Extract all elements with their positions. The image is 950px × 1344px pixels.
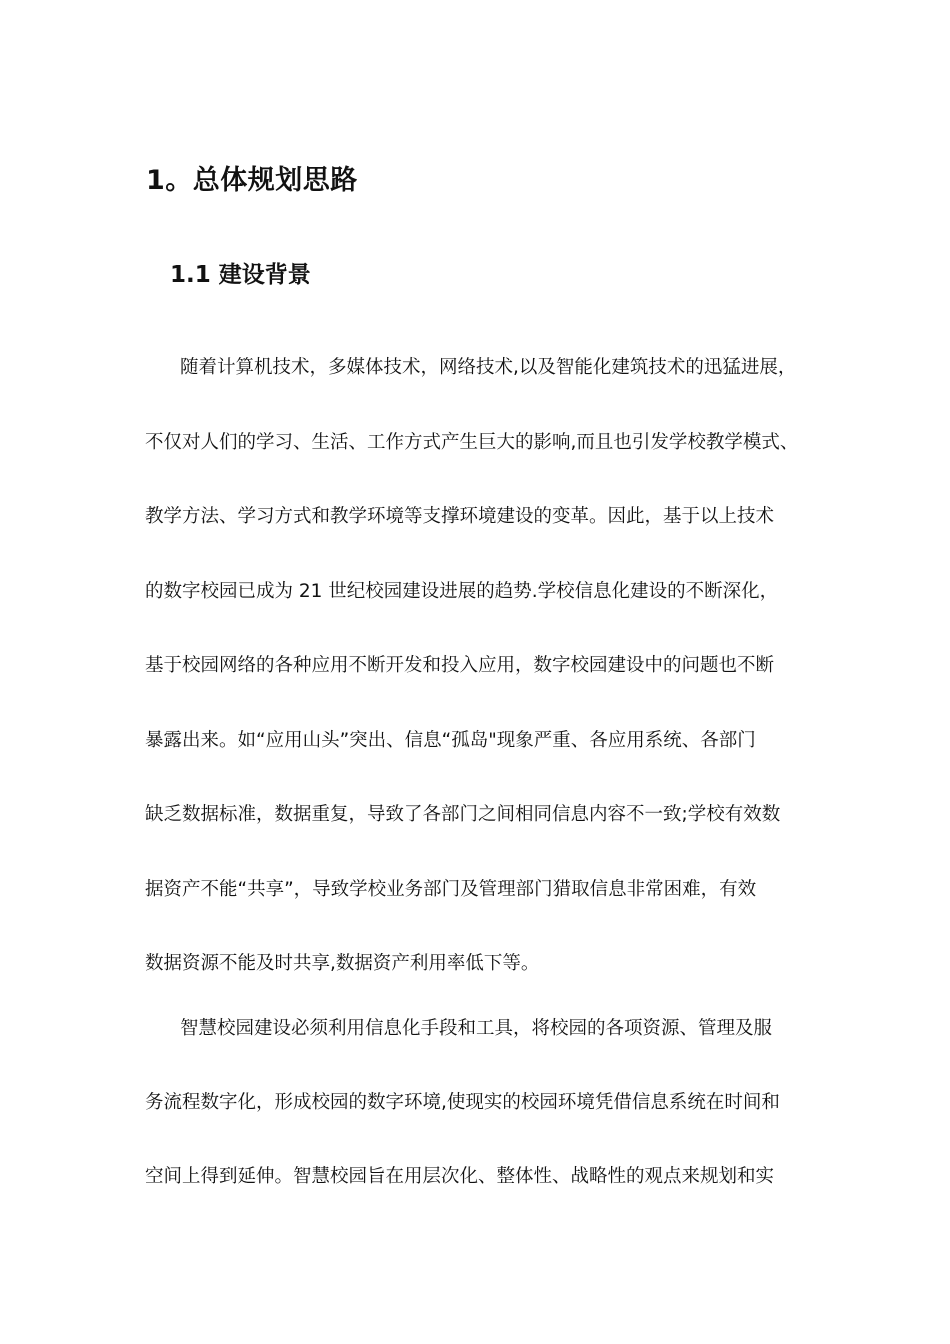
paragraph-line: 务流程数字化，形成校园的数字环境,使现实的校园环境凭借信息系统在时间和 xyxy=(145,1092,780,1113)
paragraph-line: 智慧校园建设必须利用信息化手段和工具，将校园的各项资源、管理及服 xyxy=(180,1018,773,1039)
paragraph-line: 教学方法、学习方式和教学环境等支撑环境建设的变革。因此，基于以上技术 xyxy=(145,506,775,527)
paragraph-line: 随着计算机技术，多媒体技术，网络技术,以及智能化建筑技术的迅猛进展， xyxy=(180,357,797,378)
paragraph-line: 的数字校园已成为 21 世纪校园建设进展的趋势.学校信息化建设的不断深化， xyxy=(145,581,779,602)
chapter-heading: 1。总体规划思路 xyxy=(146,165,358,196)
paragraph-line: 基于校园网络的各种应用不断开发和投入应用，数字校园建设中的问题也不断 xyxy=(145,655,775,676)
paragraph-line: 缺乏数据标准，数据重复，导致了各部门之间相同信息内容不一致;学校有效数 xyxy=(145,804,781,825)
section-heading: 1.1 建设背景 xyxy=(170,262,311,288)
paragraph-line: 暴露出来。如“应用山头”突出、信息“孤岛"现象严重、各应用系统、各部门 xyxy=(145,730,756,751)
paragraph-line: 据资产不能“共享”，导致学校业务部门及管理部门猎取信息非常困难，有效 xyxy=(145,879,757,900)
paragraph-line: 数据资源不能及时共享,数据资产利用率低下等。 xyxy=(145,953,540,974)
paragraph-line: 不仅对人们的学习、生活、工作方式产生巨大的影响,而且也引发学校教学模式、 xyxy=(145,432,799,453)
paragraph-line: 空间上得到延伸。智慧校园旨在用层次化、整体性、战略性的观点来规划和实 xyxy=(145,1166,775,1187)
